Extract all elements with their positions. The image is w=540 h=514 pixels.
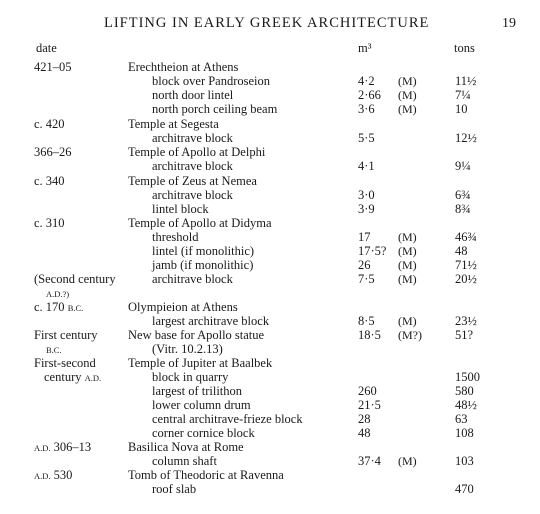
- building-heading: Temple of Apollo at Didyma: [128, 216, 272, 230]
- date-cell: (Second century: [34, 272, 116, 286]
- volume-cell: 8·5: [358, 314, 375, 328]
- column-header-volume: m³: [358, 41, 372, 55]
- method-tag: (M): [398, 454, 417, 468]
- block-item: architrave block: [152, 188, 233, 202]
- volume-cell: 21·5: [358, 398, 381, 412]
- volume-cell: 260: [358, 384, 377, 398]
- volume-cell: 37·4: [358, 454, 381, 468]
- block-item: architrave block: [152, 272, 233, 286]
- method-tag: (M?): [398, 328, 422, 342]
- date-cell: 421–05: [34, 60, 72, 74]
- volume-cell: 4·2: [358, 74, 375, 88]
- building-heading: New base for Apollo statue: [128, 328, 265, 342]
- building-heading: Erechtheion at Athens: [128, 60, 239, 74]
- date-cell: c. 170 B.C.: [34, 300, 84, 314]
- block-item: architrave block: [152, 159, 233, 173]
- date-cell: c. 310: [34, 216, 65, 230]
- page-number: 19: [502, 16, 516, 31]
- method-tag: (M): [398, 88, 417, 102]
- weight-cell: 12½: [455, 131, 477, 145]
- date-cell: c. 420: [34, 117, 65, 131]
- date-cell: 366–26: [34, 145, 72, 159]
- method-tag: (M): [398, 258, 417, 272]
- block-item: north porch ceiling beam: [152, 102, 278, 116]
- weight-cell: 580: [455, 384, 474, 398]
- date-cell: First-second: [34, 356, 96, 370]
- volume-cell: 5·5: [358, 131, 375, 145]
- weight-cell: 48: [455, 244, 468, 258]
- block-item: architrave block: [152, 131, 233, 145]
- volume-cell: 3·0: [358, 188, 375, 202]
- weight-cell: 20½: [455, 272, 477, 286]
- weight-cell: 11½: [455, 74, 477, 88]
- weight-cell: 9¼: [455, 159, 471, 173]
- building-heading: Tomb of Theodoric at Ravenna: [128, 468, 284, 482]
- weight-cell: 1500: [455, 370, 480, 384]
- weight-cell: 63: [455, 412, 468, 426]
- weight-cell: 103: [455, 454, 474, 468]
- volume-cell: 17·5?: [358, 244, 387, 258]
- block-item: jamb (if monolithic): [152, 258, 254, 272]
- column-header-date: date: [36, 41, 57, 55]
- volume-cell: 4·1: [358, 159, 375, 173]
- weight-cell: 48½: [455, 398, 477, 412]
- block-item: largest of trilithon: [152, 384, 243, 398]
- block-item: largest architrave block: [152, 314, 270, 328]
- block-item: central architrave-frieze block: [152, 412, 303, 426]
- volume-cell: 26: [358, 258, 371, 272]
- method-tag: (M): [398, 230, 417, 244]
- volume-cell: 2·66: [358, 88, 381, 102]
- method-tag: (M): [398, 314, 417, 328]
- method-tag: (M): [398, 272, 417, 286]
- weight-cell: 6¾: [455, 188, 471, 202]
- volume-cell: 7·5: [358, 272, 375, 286]
- weight-cell: 51?: [455, 328, 474, 342]
- building-heading: Basilica Nova at Rome: [128, 440, 244, 454]
- block-item: roof slab: [152, 482, 197, 496]
- volume-cell: 3·9: [358, 202, 375, 216]
- block-item: corner cornice block: [152, 426, 255, 440]
- building-heading: Olympieion at Athens: [128, 300, 238, 314]
- weight-cell: 46¾: [455, 230, 477, 244]
- date-cell: A.D.?): [46, 289, 70, 299]
- building-heading: Temple of Jupiter at Baalbek: [128, 356, 273, 370]
- block-item: threshold: [152, 230, 199, 244]
- volume-cell: 17: [358, 230, 371, 244]
- volume-cell: 18·5: [358, 328, 381, 342]
- method-tag: (M): [398, 74, 417, 88]
- weight-cell: 10: [455, 102, 468, 116]
- block-item: column shaft: [152, 454, 217, 468]
- date-cell: B.C.: [46, 345, 62, 355]
- date-cell: c. 340: [34, 174, 65, 188]
- building-heading: Temple at Segesta: [128, 117, 219, 131]
- volume-cell: 3·6: [358, 102, 375, 116]
- block-item: block over Pandroseion: [152, 74, 271, 88]
- block-item: north door lintel: [152, 88, 234, 102]
- date-cell: First century: [34, 328, 98, 342]
- block-item: lintel block: [152, 202, 209, 216]
- column-header-weight: tons: [454, 41, 475, 55]
- block-item: block in quarry: [152, 370, 229, 384]
- weight-cell: 71½: [455, 258, 477, 272]
- building-heading: Temple of Apollo at Delphi: [128, 145, 266, 159]
- building-heading: Temple of Zeus at Nemea: [128, 174, 257, 188]
- block-item: lintel (if monolithic): [152, 244, 255, 258]
- block-item: (Vitr. 10.2.13): [152, 342, 223, 356]
- volume-cell: 48: [358, 426, 371, 440]
- block-item: lower column drum: [152, 398, 251, 412]
- weight-cell: 108: [455, 426, 474, 440]
- weight-cell: 8¾: [455, 202, 471, 216]
- date-cell: century A.D.: [44, 370, 102, 384]
- date-cell: A.D. 530: [34, 468, 73, 482]
- date-cell: A.D. 306–13: [34, 440, 92, 454]
- weight-cell: 23½: [455, 314, 477, 328]
- running-header-title: LIFTING IN EARLY GREEK ARCHITECTURE: [104, 15, 430, 31]
- volume-cell: 28: [358, 412, 371, 426]
- weight-cell: 7¼: [455, 88, 471, 102]
- method-tag: (M): [398, 244, 417, 258]
- weight-cell: 470: [455, 482, 474, 496]
- method-tag: (M): [398, 102, 417, 116]
